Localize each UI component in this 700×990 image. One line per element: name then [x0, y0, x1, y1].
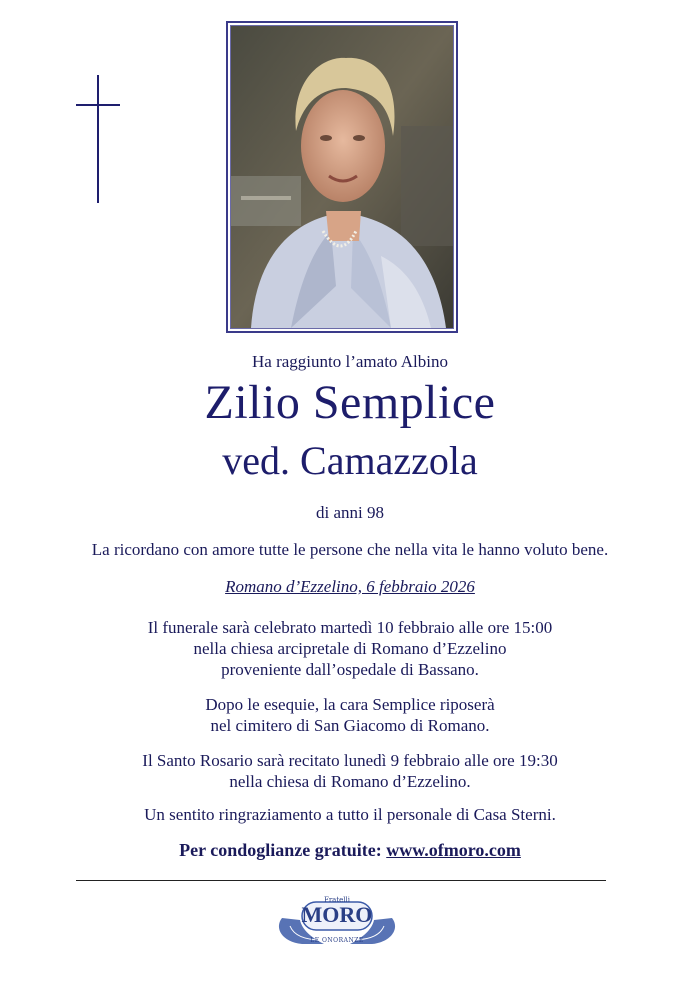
moro-logo: Fratelli MORO LE ONORANZE — [272, 890, 402, 954]
condolences-line — [0, 840, 700, 861]
funeral-line-3: proveniente dall’ospedale di Bassano. — [221, 660, 479, 679]
funeral-paragraph — [0, 617, 700, 680]
portrait-photo — [226, 21, 458, 333]
cross-icon — [76, 75, 120, 203]
burial-paragraph — [0, 694, 700, 736]
funeral-line-2: nella chiesa arcipretale di Romano d’Ezzelino — [193, 639, 507, 658]
condolences-link[interactable]: www.ofmoro.com — [386, 840, 521, 860]
thanks-line: Un sentito ringraziamento a tutto il personale di Casa Sterni. — [144, 805, 556, 824]
remembrance-line: La ricordano con amore tutte le persone che nella vita le hanno voluto bene. — [91, 540, 609, 559]
rosary-line-1: Il Santo Rosario sarà recitato lunedì 9 febbraio alle ore 19:30 — [142, 751, 558, 770]
intro-line: Ha raggiunto l’amato Albino — [252, 352, 448, 371]
divider — [76, 880, 606, 881]
funeral-line-1: Il funerale sarà celebrato martedì 10 febbraio alle ore 15:00 — [147, 618, 553, 637]
place-date: Romano d’Ezzelino, 6 febbraio 2026 — [225, 577, 475, 596]
burial-line-1: Dopo le esequie, la cara Semplice riposerà — [205, 695, 495, 714]
age-line: di anni 98 — [316, 503, 384, 522]
rosary-line-2: nella chiesa di Romano d’Ezzelino. — [229, 772, 471, 791]
widow-line: ved. Camazzola — [222, 438, 478, 483]
condolences-label: Per condoglianze gratuite: — [179, 840, 382, 860]
rosary-paragraph — [0, 750, 700, 792]
burial-line-2: nel cimitero di San Giacomo di Romano. — [210, 716, 490, 735]
deceased-name: Zilio Semplice — [204, 376, 496, 429]
